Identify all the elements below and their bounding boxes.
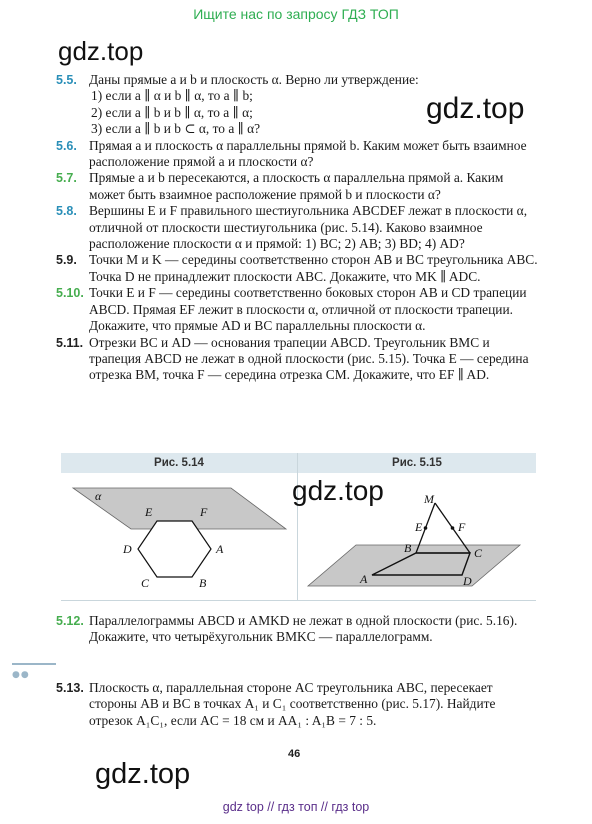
figure-title: Рис. 5.15 — [298, 453, 536, 473]
label-F: F — [200, 505, 208, 519]
problem-5-12 — [56, 613, 540, 646]
problem-text: Точки E и F — середины соответственно боковых сторон AB и CD трапеции ABCD. Прямая EF лежит в плоскости α, отличной от плоскости трапеции. Докажите, что прямые AD и BC параллельны плоскости α. — [89, 285, 527, 334]
label-B: B — [404, 541, 412, 555]
problem-number: 5.9. — [56, 253, 77, 268]
point-F — [451, 526, 455, 530]
problem-number: 5.5. — [56, 73, 77, 87]
label-D: D — [463, 574, 472, 588]
label-F: F — [458, 520, 466, 534]
watermark-logo: gdz.top — [95, 758, 191, 790]
watermark-logo: gdz.top — [426, 92, 525, 125]
problem-5-6 — [56, 138, 540, 171]
label-A: A — [216, 542, 224, 556]
problem-number: 5.13. — [56, 681, 84, 695]
problem-5-10 — [56, 285, 540, 334]
problem-5-11 — [56, 335, 540, 384]
watermark-logo: gdz.top — [292, 475, 384, 506]
problem-number: 5.7. — [56, 171, 77, 186]
figure-5-14 — [61, 473, 297, 600]
label-E: E — [415, 520, 423, 534]
problem-5-8 — [56, 203, 540, 252]
problem-statement: 2) если a ∥ b и b ∥ α, то a ∥ α; — [91, 104, 253, 120]
hexagon — [138, 521, 211, 577]
problem-5-13 — [56, 680, 540, 729]
problem-list — [56, 72, 540, 384]
problem-text: Точки M и K — середины соответственно сторон AB и BC треугольника ABC. Точка D не принадлежит плоскости ABC. Докажите, что MK ∥ ADC. — [89, 252, 538, 284]
problem-number: 5.6. — [56, 138, 77, 153]
problem-statement: 1) если a ∥ α и b ∥ α, то a ∥ b; — [91, 88, 253, 104]
decorative-line: ●● — [12, 657, 62, 673]
footer-banner: gdz top // гдз топ // гдз top — [222, 800, 370, 814]
problem-number: 5.12. — [56, 614, 84, 628]
top-banner: Ищите нас по запросу ГДЗ ТОП — [193, 6, 399, 22]
problem-text: Параллелограммы ABCD и AMKD не лежат в одной плоскости (рис. 5.16). Докажите, что четырёхугольник BMKC — параллелограмм. — [89, 613, 518, 645]
watermark-logo: gdz.top — [58, 36, 144, 66]
point-E — [424, 526, 428, 530]
problem-text: Отрезки BC и AD — основания трапеции ABCD. Треугольник BMC и трапеция ABCD не лежат в одной плоскости (рис. 5.15). Точка E — середина отрезка BM, точка F — середина отрезка CM. Докажите, что EF ∥ AD. — [89, 334, 529, 383]
problem-5-5 — [56, 72, 540, 138]
page-number: 46 — [288, 748, 301, 760]
problem-text: Вершины E и F правильного шестиугольника ABCDEF лежат в плоскости α, отличной от плоскости шестиугольника (рис. 5.14). Каково взаимное расположение плоскости α и прямой: 1) BC; 2) AB; 3) BD; 4) AD? — [89, 203, 528, 252]
problem-statement: 3) если a ∥ b и b ⊂ α, то a ∥ α? — [91, 121, 261, 137]
problem-intro: Даны прямые a и b и плоскость α. Верно ли утверждение: — [89, 72, 419, 87]
label-E: E — [145, 505, 153, 519]
label-A: A — [360, 572, 368, 586]
label-B: B — [199, 576, 207, 590]
problem-number: 5.10. — [56, 286, 84, 301]
problem-text: Прямые a и b пересекаются, а плоскость α параллельна прямой a. Каким может быть взаимное расположение прямой b и плоскости α? — [89, 170, 504, 202]
problem-5-9 — [56, 252, 540, 285]
label-M: M — [424, 492, 434, 506]
problem-text: Прямая a и плоскость α параллельны прямой b. Каким может быть взаимное расположение прямой a и плоскости α? — [89, 137, 527, 170]
label-alpha: α — [95, 489, 102, 503]
problem-number: 5.11. — [56, 335, 84, 350]
plane-trapezoid — [308, 545, 520, 586]
problem-number: 5.8. — [56, 204, 77, 219]
problem-5-7 — [56, 170, 540, 203]
figure-title: Рис. 5.14 — [61, 453, 297, 473]
label-C: C — [141, 576, 150, 590]
problem-text: Плоскость α, параллельная стороне AC треугольника ABC, пересекает стороны AB и BC в точках A₁ и C₁ соответственно (рис. 5.17). Найдите отрезок A₁C₁, если AC = 18 см и AA₁ : A₁B = 7 : 5. — [89, 680, 496, 728]
label-D: D — [123, 542, 132, 556]
label-C: C — [474, 546, 483, 560]
